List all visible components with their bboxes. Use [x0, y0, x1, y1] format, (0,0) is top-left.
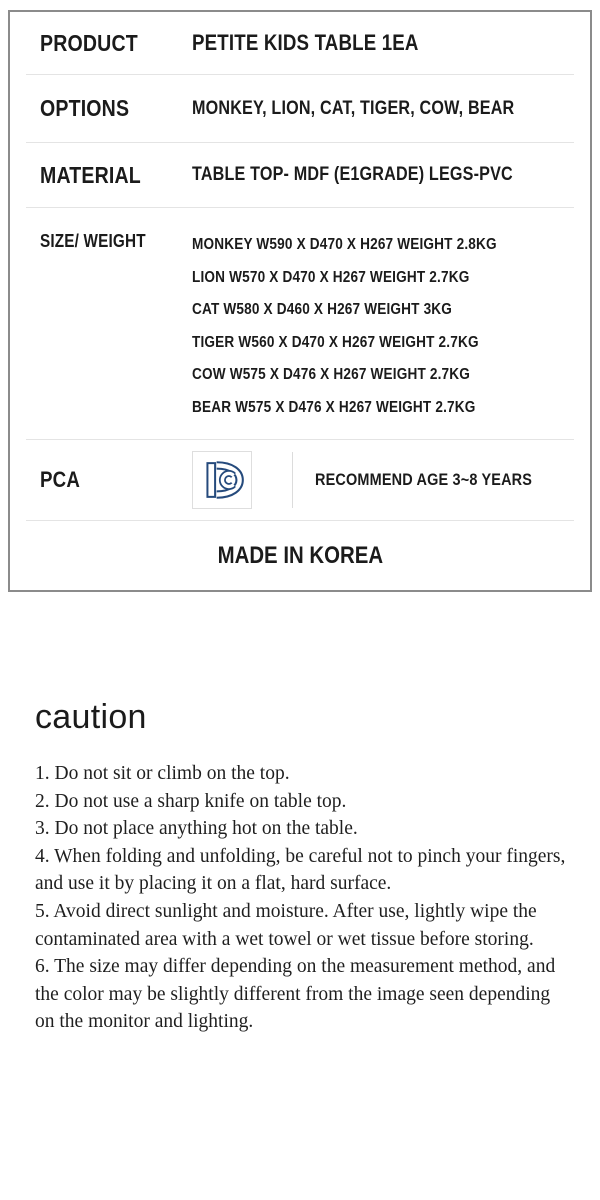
caution-list	[35, 760, 570, 1036]
spec-row-options	[10, 75, 590, 142]
options-value-cell	[192, 98, 590, 120]
material-value: TABLE TOP- MDF (E1GRADE) LEGS-PVC	[192, 164, 513, 185]
made-in-korea-row	[10, 521, 590, 590]
options-label: OPTIONS	[40, 95, 130, 121]
product-info-page	[0, 10, 600, 1036]
product-value: PETITE KIDS TABLE 1EA	[192, 30, 419, 55]
pca-vertical-divider	[292, 452, 293, 508]
spec-row-material	[10, 143, 590, 207]
size-line: MONKEY W590 X D470 X H267 WEIGHT 2.8KG	[192, 236, 497, 253]
made-in-korea-text: MADE IN KOREA	[217, 541, 383, 569]
product-label-cell	[10, 30, 192, 57]
product-value-cell	[192, 30, 590, 56]
material-label-cell	[10, 162, 192, 189]
kc-certification-icon	[192, 451, 252, 509]
spec-row-size-weight	[10, 208, 590, 439]
size-line: COW W575 X D476 X H267 WEIGHT 2.7KG	[192, 366, 471, 383]
caution-item: 1. Do not sit or climb on the top.	[35, 763, 290, 784]
caution-section	[35, 698, 570, 1036]
caution-item: 2. Do not use a sharp knife on table top.	[35, 790, 347, 812]
material-label: MATERIAL	[40, 161, 141, 188]
recommend-age-text: RECOMMEND AGE 3~8 YEARS	[315, 470, 533, 489]
product-label: PRODUCT	[40, 29, 138, 56]
material-value-cell	[192, 164, 590, 186]
caution-item: 4. When folding and unfolding, be careful not to pinch your fingers, and use it by placing it on a flat, hard surface.	[35, 845, 566, 895]
size-weight-value-cell	[192, 208, 590, 424]
options-value: MONKEY, LION, CAT, TIGER, COW, BEAR	[192, 97, 515, 119]
spec-row-product	[10, 12, 590, 74]
pca-label: PCA	[40, 467, 81, 492]
product-spec-table	[8, 10, 592, 592]
caution-item: 5. Avoid direct sunlight and moisture. After use, lightly wipe the contaminated area with a wet towel or wet tissue before storing.	[35, 900, 537, 950]
pca-label-cell	[10, 467, 192, 493]
options-label-cell	[10, 95, 192, 122]
spec-row-pca	[10, 440, 590, 520]
caution-item: 3. Do not place anything hot on the table.	[35, 818, 358, 840]
size-line: BEAR W575 X D476 X H267 WEIGHT 2.7KG	[192, 398, 476, 416]
pca-value-cell	[192, 451, 590, 509]
size-line: CAT W580 X D460 X H267 WEIGHT 3KG	[192, 301, 453, 318]
size-line: TIGER W560 X D470 X H267 WEIGHT 2.7KG	[192, 333, 479, 351]
caution-item: 6. The size may differ depending on the measurement method, and the color may be slightly different from the image seen depending on the monitor and lighting.	[35, 956, 556, 1033]
size-weight-label: SIZE/ WEIGHT	[40, 231, 146, 251]
size-line: LION W570 X D470 X H267 WEIGHT 2.7KG	[192, 268, 470, 286]
caution-title: caution	[35, 698, 147, 736]
size-weight-label-cell	[10, 208, 192, 252]
